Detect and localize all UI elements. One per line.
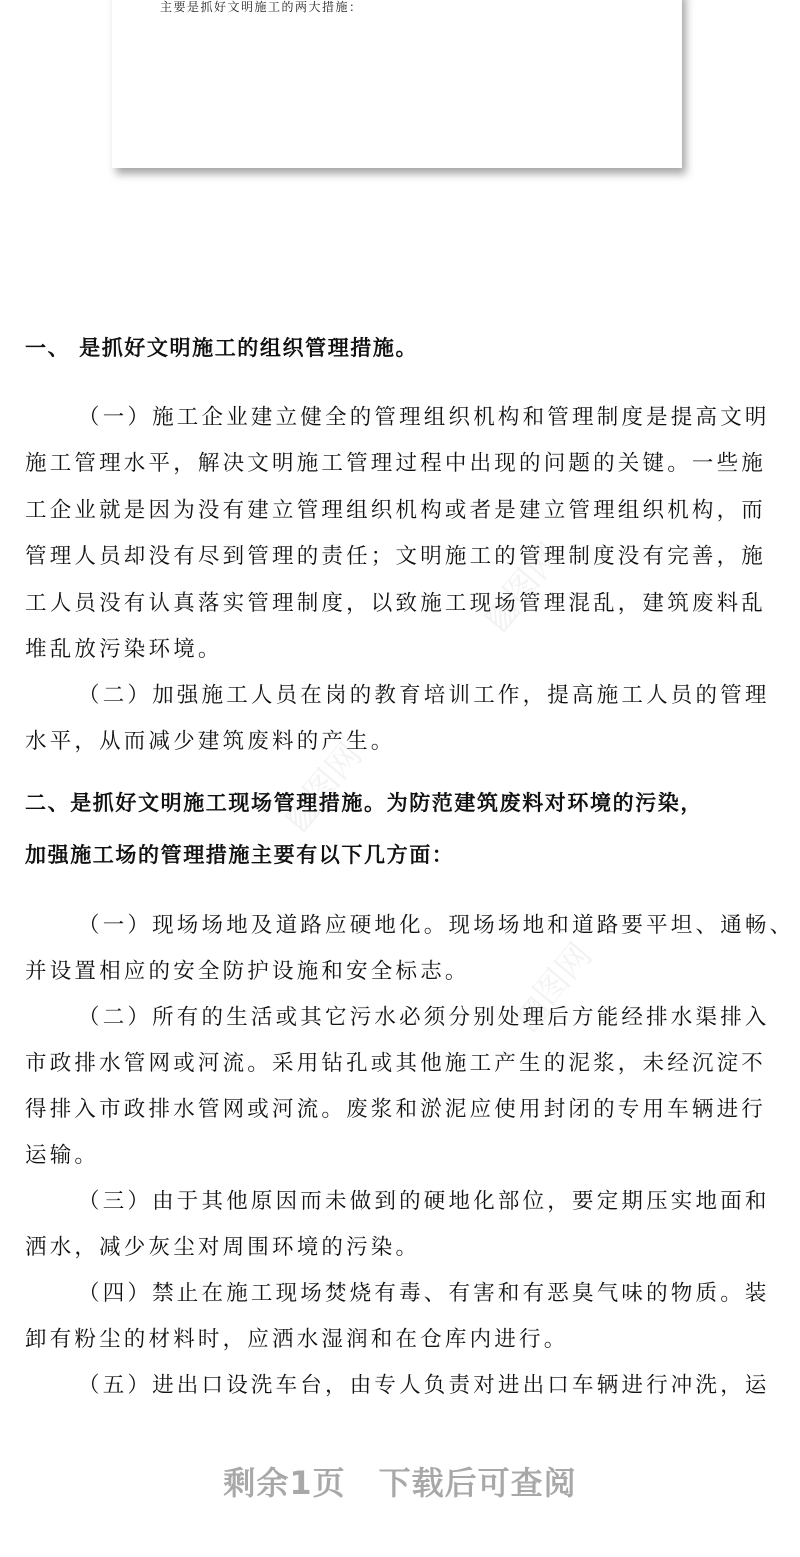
paragraph-line: 管理人员却没有尽到管理的责任；文明施工的管理制度没有完善，施 — [25, 544, 767, 569]
watermark: ▨图网 — [275, 735, 371, 838]
paragraph-line: 施工管理水平，解决文明施工管理过程中出现的问题的关键。一些施 — [25, 451, 767, 476]
paragraph-line: 堆乱放污染环境。 — [25, 637, 223, 662]
paragraph-line: 卸有粉尘的材料时，应洒水湿润和在仓库内进行。 — [25, 1327, 569, 1352]
paragraph-line: 得排入市政排水管网或河流。废浆和淤泥应使用封闭的专用车辆进行 — [25, 1097, 767, 1122]
remaining-pages-download-prompt[interactable]: 剩余1页 下载后可查阅 — [223, 1464, 577, 1502]
paragraph-line: （五）进出口设洗车台，由专人负责对进出口车辆进行冲洗，运 — [78, 1373, 770, 1398]
paragraph-line: 并设置相应的安全防护设施和安全标志。 — [25, 959, 470, 984]
watermark: ▨图网 — [475, 535, 571, 638]
heading-section-2: 加强施工场的管理措施主要有以下几方面： — [25, 843, 455, 867]
preview-page-text: 主要是抓好文明施工的两大措施： — [160, 0, 363, 14]
paragraph-line: 市政排水管网或河流。采用钻孔或其他施工产生的泥浆，未经沉淀不 — [25, 1051, 767, 1076]
preview-page — [112, 0, 682, 168]
paragraph-line: 运输。 — [25, 1143, 100, 1168]
paragraph-line: （四）禁止在施工现场焚烧有毒、有害和有恶臭气味的物质。装 — [78, 1281, 770, 1306]
watermark: ▨图网 — [505, 935, 601, 1038]
paragraph-line: （二）所有的生活或其它污水必须分别处理后方能经排水渠排入 — [78, 1005, 770, 1030]
paragraph-line: （二）加强施工人员在岗的教育培训工作，提高施工人员的管理 — [78, 683, 770, 708]
paragraph-line: （一）现场场地及道路应硬地化。现场场地和道路要平坦、通畅、 — [78, 913, 795, 938]
paragraph-line: （一）施工企业建立健全的管理组织机构和管理制度是提高文明 — [78, 405, 770, 430]
paragraph-line: 工人员没有认真落实管理制度，以致施工现场管理混乱，建筑废料乱 — [25, 591, 767, 616]
paragraph-line: 工企业就是因为没有建立管理组织机构或者是建立管理组织机构，而 — [25, 498, 767, 523]
paragraph-line: 水平，从而减少建筑废料的产生。 — [25, 729, 396, 754]
paragraph-line: （三）由于其他原因而未做到的硬地化部位，要定期压实地面和 — [78, 1189, 770, 1214]
paragraph-line: 洒水，减少灰尘对周围环境的污染。 — [25, 1235, 421, 1260]
heading-section-2: 二、是抓好文明施工现场管理措施。为防范建筑废料对环境的污染， — [25, 791, 703, 815]
heading-section-1: 一、 是抓好文明施工的组织管理措施。 — [25, 336, 419, 360]
